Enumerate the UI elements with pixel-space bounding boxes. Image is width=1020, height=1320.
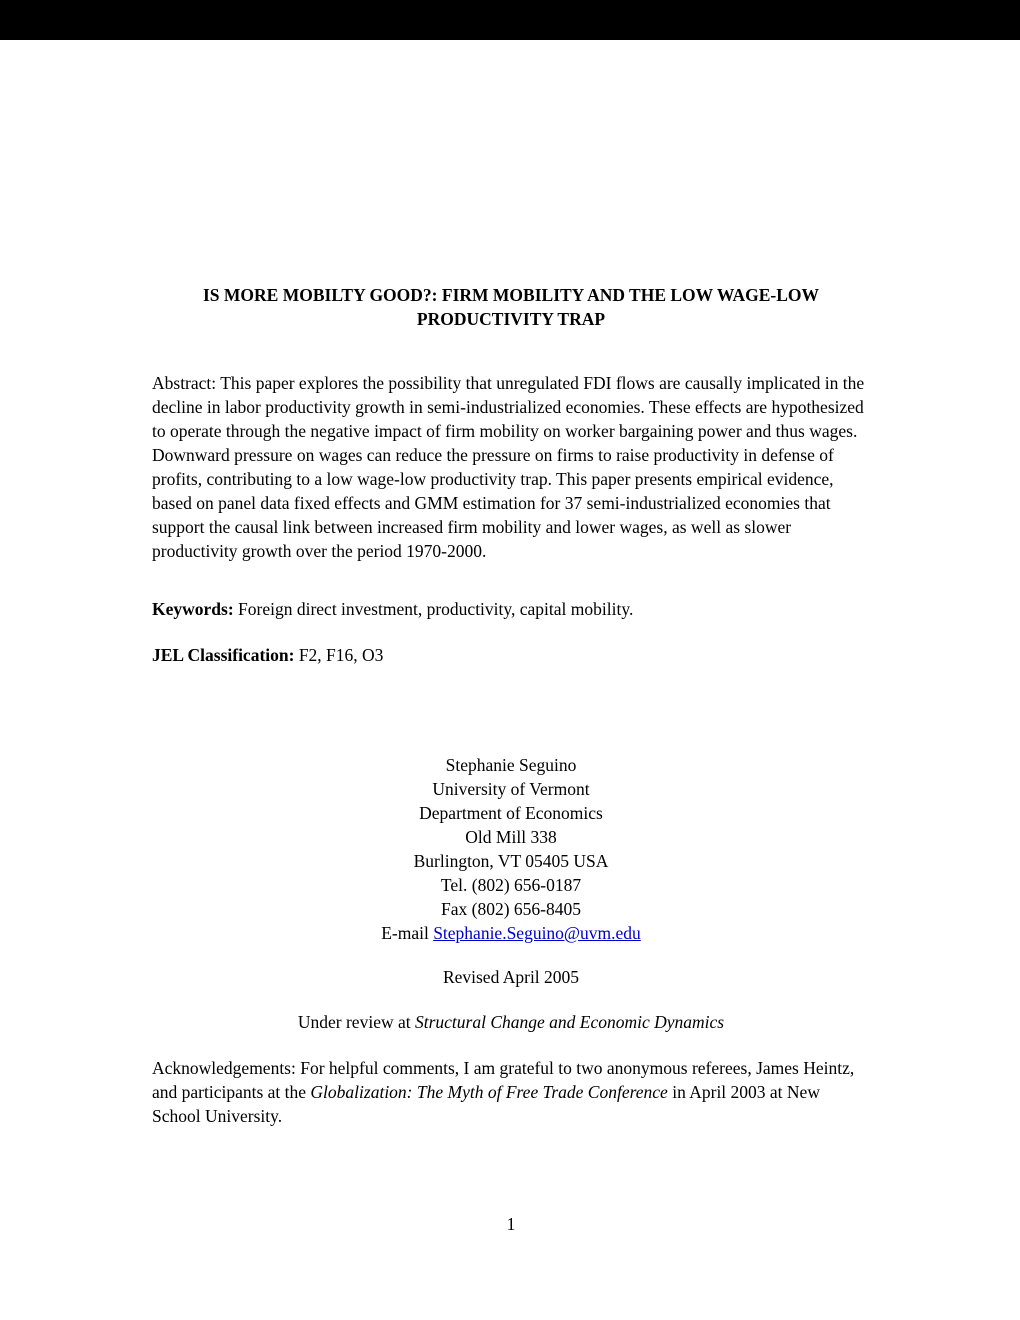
author-fax: Fax (802) 656-8405 xyxy=(441,899,581,919)
paper-title xyxy=(152,283,870,331)
under-review-journal: Structural Change and Economic Dynamics xyxy=(414,1012,725,1032)
ack-conference-name: Globalization: The Myth of Free Trade Conference xyxy=(310,1082,668,1102)
jel-label: JEL Classification: xyxy=(152,645,295,665)
under-review-prefix: Under review at xyxy=(297,1012,415,1032)
author-name: Stephanie Seguino xyxy=(445,755,577,775)
abstract-paragraph: Abstract: This paper explores the possibility that unregulated FDI flows are causally implicated in the decline in labor productivity growth in semi-industrialized economies. These effects are hypothesized to operate through the negative impact of firm mobility on worker bargaining power and thus wages. Downward pressure on wages can reduce the pressure on firms to raise productivity in defense of profits, contributing to a low wage-low productivity trap. This paper presents empirical evidence, based on panel data fixed effects and GMM estimation for 37 semi-industrialized economies that support the causal link between increased firm mobility and lower wages, as well as slower productivity growth over the period 1970-2000. xyxy=(152,373,865,561)
keywords-label: Keywords: xyxy=(152,599,234,619)
page-content xyxy=(0,283,870,1236)
author-department: Department of Economics xyxy=(419,803,603,823)
email-link[interactable]: Stephanie.Seguino@uvm.edu xyxy=(433,923,641,943)
paper-title-line-1: IS MORE MOBILTY GOOD?: FIRM MOBILITY AND THE LOW WAGE-LOW xyxy=(203,285,819,305)
author-phone: Tel. (802) 656-0187 xyxy=(440,875,582,895)
author-university: University of Vermont xyxy=(432,779,590,799)
jel-text: F2, F16, O3 xyxy=(294,645,384,665)
page-number: 1 xyxy=(506,1214,516,1234)
paper-title-line-2: PRODUCTIVITY TRAP xyxy=(416,309,606,329)
keywords-text: Foreign direct investment, productivity, capital mobility. xyxy=(233,599,634,619)
author-block xyxy=(152,753,870,945)
under-review-line xyxy=(152,1010,870,1034)
ack-text-start: Acknowledgements: For helpful comments, I am grateful to two anonymous referees, James Heintz, and participants at the xyxy=(152,1058,855,1102)
keywords-line xyxy=(152,597,870,621)
author-building: Old Mill 338 xyxy=(465,827,557,847)
author-email-line xyxy=(152,921,870,945)
jel-classification-line xyxy=(152,643,870,667)
top-black-bar xyxy=(0,0,1020,40)
email-prefix: E-mail xyxy=(381,923,434,943)
author-city: Burlington, VT 05405 USA xyxy=(413,851,609,871)
acknowledgements-paragraph xyxy=(152,1056,870,1128)
ack-text-end: in April 2003 at New School University. xyxy=(152,1082,820,1126)
revised-line: Revised April 2005 xyxy=(442,967,580,987)
